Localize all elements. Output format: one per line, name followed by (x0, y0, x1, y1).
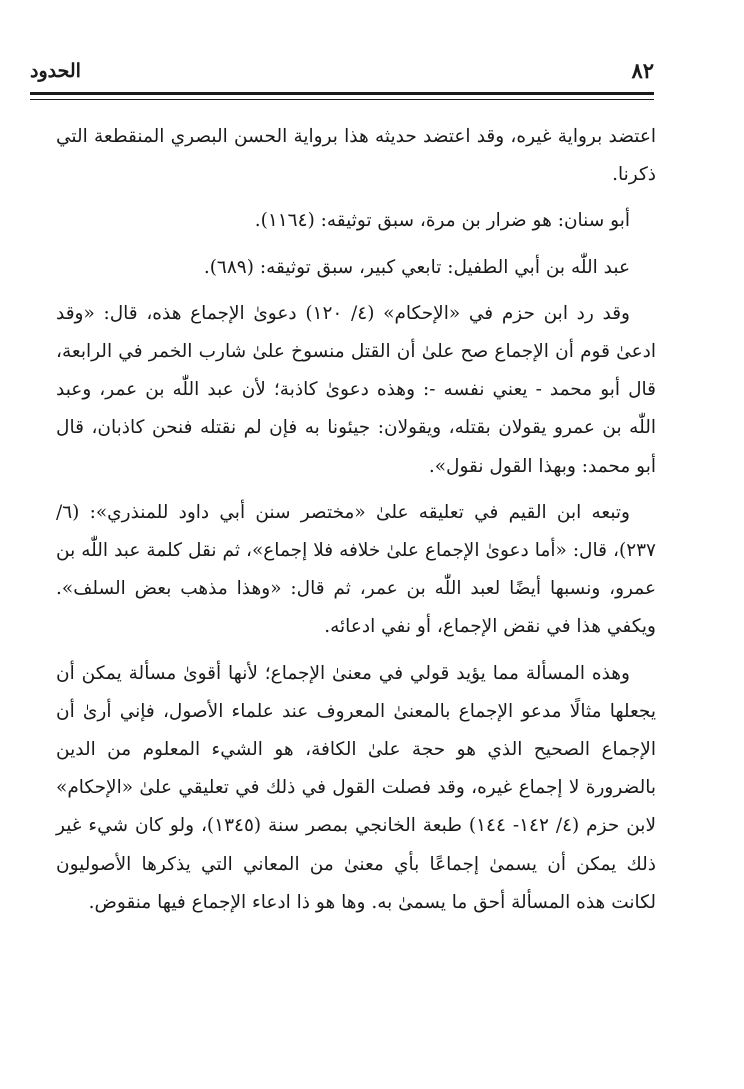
paragraph-3: عبد اللّٰه بن أبي الطفيل: تابعي كبير، سبق توثيقه: (٦٨٩). (203, 256, 630, 278)
paragraph-6: وهذه المسألة مما يؤيد قولي في معنىٰ الإجماع؛ لأنها أقوىٰ مسألة يمكن أن يجعلها مثالًا مدعو الإجماع بالمعنىٰ المعروف عند علماء الأصول، فإني أرىٰ أن الإجماع الصحيح الذي هو حجة علىٰ الكافة، هو الشيء المعلوم من الدين بالضرورة لا إجماع غيره، وقد فصلت القول في ذلك في تعليقي علىٰ «الإحكام» لابن حزم (٤/ ١٤٢- ١٤٤) طبعة الخانجي بمصر سنة (١٣٤٥)، ولو كان شيء غير ذلك يمكن أن يسمىٰ إجماعًا بأي معنىٰ من المعاني التي يذكرها الأصوليون لكانت هذه المسألة أحق ما يسمىٰ به. وها هو ذا ادعاء الإجماع فيها منقوض. (56, 662, 656, 913)
paragraph-2: أبو سنان: هو ضرار بن مرة، سبق توثيقه: (١١٦٤). (254, 210, 630, 232)
page-header (30, 58, 654, 88)
page-body (56, 118, 656, 922)
header-rule-thin (30, 99, 654, 100)
paragraph-1: اعتضد برواية غيره، وقد اعتضد حديثه هذا برواية الحسن البصري المنقطعة التي ذكرنا. (56, 126, 656, 186)
running-title: الحدود (30, 60, 81, 82)
paragraph-5: وتبعه ابن القيم في تعليقه علىٰ «مختصر سنن أبي داود للمنذري»: (٦/ ٢٣٧)، قال: «أما دعوىٰ الإجماع علىٰ خلافه فلا إجماع»، ثم نقل كلمة عبد اللّٰه بن عمرو، ونسبها أيضًا لعبد اللّٰه بن عمر، ثم قال: «وهذا مذهب بعض السلف». ويكفي هذا في نقض الإجماع، أو نفي ادعائه. (56, 501, 656, 638)
page-number: ٨٢ (631, 58, 654, 83)
header-rule-thick (30, 92, 654, 95)
paragraph-4: وقد رد ابن حزم في «الإحكام» (٤/ ١٢٠) دعوىٰ الإجماع هذه، قال: «وقد ادعىٰ قوم أن الإجماع صح علىٰ أن القتل منسوخ علىٰ شارب الخمر في الرابعة، قال أبو محمد - يعني نفسه -: وهذه دعوىٰ كاذبة؛ لأن عبد اللّٰه بن عمر، وعبد اللّٰه بن عمرو يقولان بقتله، ويقولان: جيئونا به فإن لم نقتله فنحن كاذبان، قال أبو محمد: وبهذا القول نقول». (56, 302, 656, 477)
